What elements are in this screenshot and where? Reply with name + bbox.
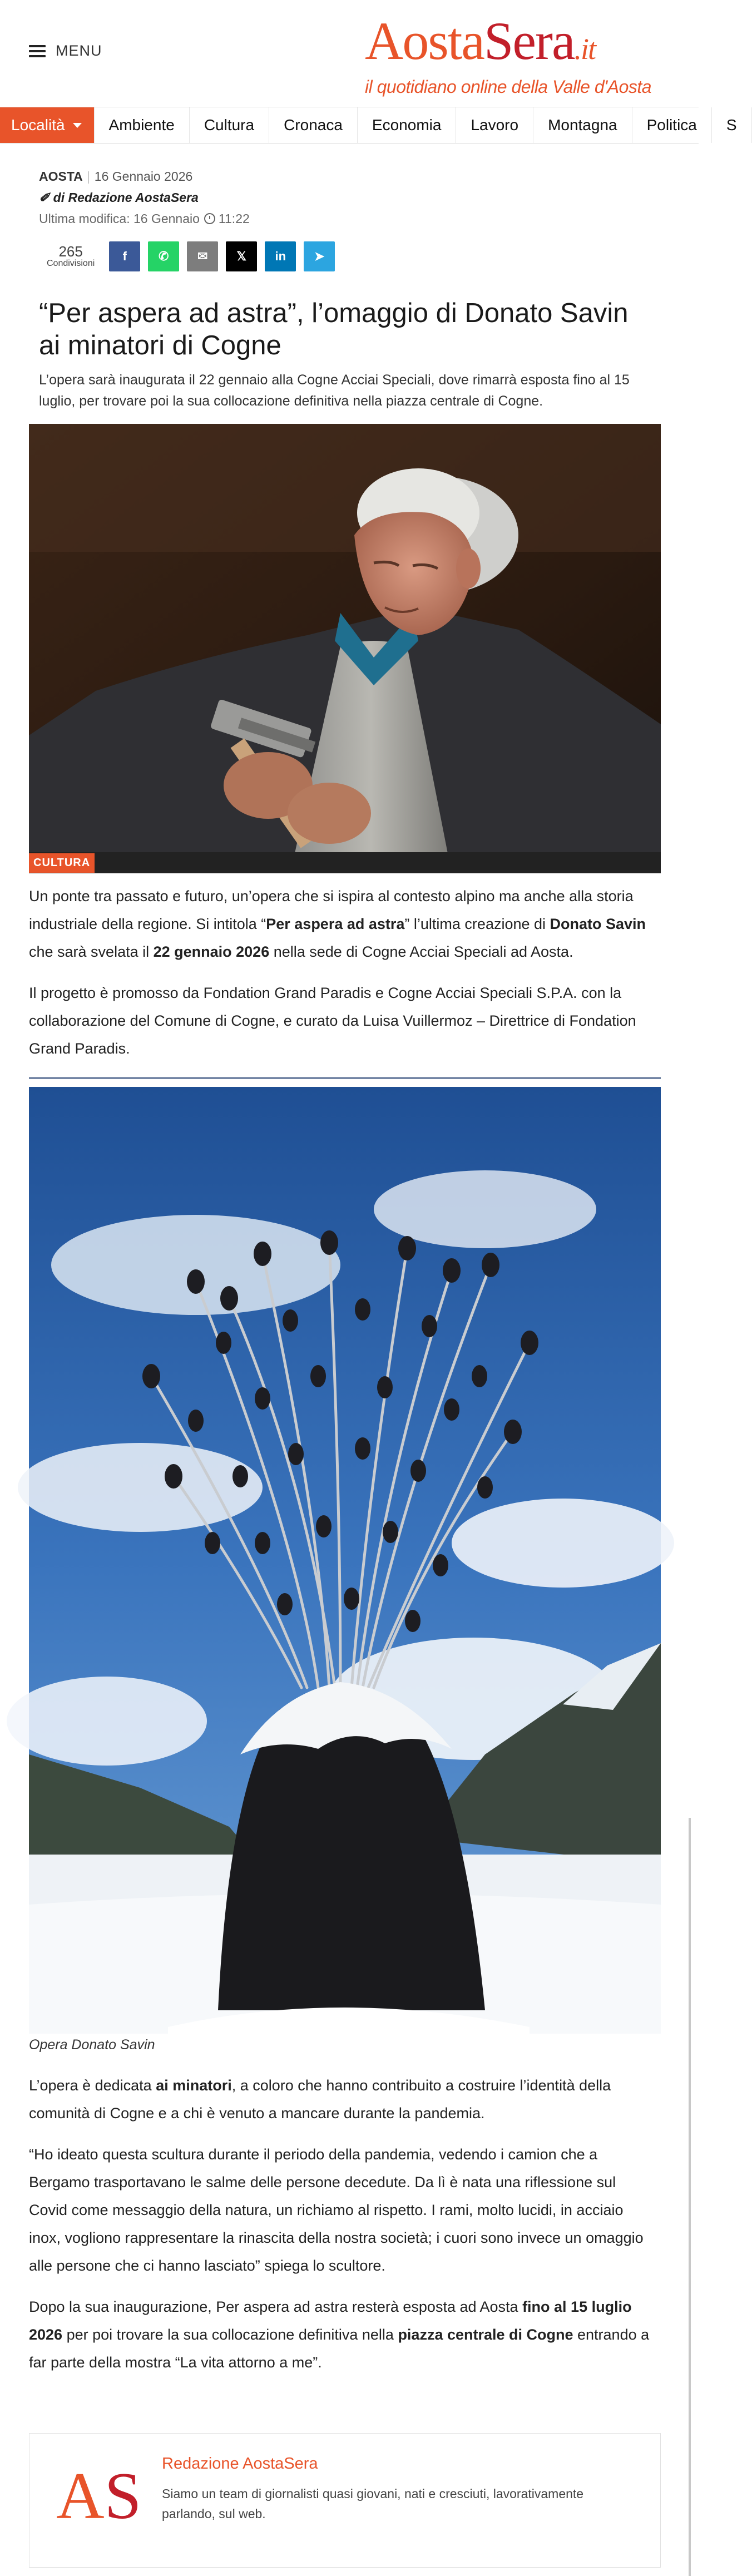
share-buttons [109, 241, 343, 271]
category-tag[interactable]: CULTURA [29, 853, 95, 873]
image-caption: Opera Donato Savin [29, 2037, 155, 2053]
author-label: di Redazione AostaSera [53, 190, 199, 205]
hamburger-icon [29, 45, 46, 57]
article-paragraph-3: L’opera è dedicata ai minatori, a coloro che hanno contribuito a costruire l’identità della comunità di Cogne e a chi è venuto a mancare durante la pandemia. [29, 2077, 611, 2122]
x-share-button[interactable] [226, 241, 257, 271]
share-counter [47, 244, 95, 269]
clock-icon [204, 213, 215, 224]
email-icon: ✉ [197, 249, 208, 263]
author-box [29, 2433, 661, 2568]
share-count-number: 265 [58, 243, 83, 260]
sculpture-photo [29, 1087, 661, 2034]
whatsapp-share-button[interactable] [148, 241, 179, 271]
article-paragraph-4: “Ho ideato questa scultura durante il periodo della pandemia, vedendo i camion che a Bergamo trasportavano le salme delle persone decedute. Da lì è nata una riflessione sul Covid come messaggio della natura, un richiamo al rispetto. I rami, molto lucidi, in acciaio inox, vogliono rappresentare la rinascita della nostra società; i cuori sono invece un omaggio alle persone che ci hanno lasciato” spiega lo scultore. [29, 2146, 644, 2274]
linkedin-icon: in [275, 249, 286, 263]
section-divider [29, 1077, 661, 1079]
x-icon: 𝕏 [236, 249, 247, 263]
article-subtitle: L’opera sarà inaugurata il 22 gennaio alla Cogne Acciai Speciali, dove rimarrà esposta fino al 15 luglio, per trovare poi la sua collocazione definitiva nella piazza centrale di Cogne. [39, 372, 630, 409]
telegram-share-button[interactable] [304, 241, 335, 271]
share-count-label: Condivisioni [47, 259, 95, 268]
article-title: “Per aspera ad astra”, l’omaggio di Donato Savin ai minatori di Cogne [39, 298, 629, 360]
author-name-link[interactable]: Redazione AostaSera [162, 2455, 318, 2473]
logo-aosta: Aosta [365, 11, 484, 71]
nav-item-lavoro[interactable]: Lavoro [456, 107, 533, 143]
nav-item-politica[interactable]: Politica [632, 107, 712, 143]
sculptor-photo [29, 424, 661, 873]
pencil-icon: ✐ [39, 190, 50, 205]
facebook-icon: f [122, 249, 127, 263]
category-nav [0, 107, 737, 144]
linkedin-share-button[interactable] [265, 241, 296, 271]
nav-item-cultura[interactable]: Cultura [190, 107, 269, 143]
logo-tagline: il quotidiano online della Valle d'Aosta [365, 77, 652, 97]
share-bar [47, 241, 343, 271]
nav-item-ambiente[interactable]: Ambiente [95, 107, 190, 143]
article-author[interactable] [39, 190, 199, 205]
logo-tld: .it [574, 32, 596, 66]
article-location[interactable]: AOSTA [39, 169, 83, 184]
modified-time: 11:22 [218, 211, 250, 226]
telegram-icon: ➤ [314, 249, 325, 263]
article-date: 16 Gennaio 2026 [94, 169, 193, 184]
menu-button[interactable] [29, 42, 102, 60]
logo-wordmark [365, 11, 676, 76]
chevron-down-icon [73, 123, 82, 128]
nav-label: Località [11, 116, 65, 134]
nav-item-more[interactable]: S [712, 107, 752, 143]
nav-item-cronaca[interactable]: Cronaca [269, 107, 358, 143]
menu-label: MENU [56, 42, 102, 59]
article-modified [39, 211, 250, 226]
nav-item-economia[interactable]: Economia [358, 107, 457, 143]
article-main-image[interactable] [29, 424, 661, 873]
site-logo[interactable] [365, 11, 676, 97]
nav-item-montagna[interactable]: Montagna [533, 107, 632, 143]
scrollbar[interactable] [689, 1818, 691, 2576]
facebook-share-button[interactable] [109, 241, 140, 271]
author-description: Siamo un team di giornalisti quasi giovani, nati e cresciuti, lavorativamente parlando, sul web. [162, 2486, 584, 2521]
nav-item-localita[interactable] [0, 107, 95, 143]
article-meta [39, 169, 192, 184]
article-paragraph-1: Un ponte tra passato e futuro, un’opera che si ispira al contesto alpino ma anche alla storia industriale della regione. Si intitola “Per aspera ad astra” l’ultima creazione di Donato Savin che sarà svelata il 22 gennaio 2026 nella sede di Cogne Acciai Speciali ad Aosta. [29, 888, 646, 960]
author-logo[interactable]: AS [56, 2459, 142, 2533]
site-header [0, 0, 699, 106]
email-share-button[interactable] [187, 241, 218, 271]
article-paragraph-5: Dopo la sua inaugurazione, Per aspera ad astra resterà esposta ad Aosta fino al 15 luglio 2026 per poi trovare la sua collocazione definitiva nella piazza centrale di Cogne entrando a far parte della mostra “La vita attorno a me”. [29, 2298, 650, 2371]
article-paragraph-2: Il progetto è promosso da Fondation Grand Paradis e Cogne Acciai Speciali S.P.A. con la collaborazione del Comune di Cogne, e curato da Luisa Vuillermoz – Direttrice di Fondation Grand Paradis. [29, 985, 636, 1057]
logo-sera: Sera [483, 11, 575, 71]
article-sculpture-image[interactable] [29, 1087, 661, 2034]
whatsapp-icon: ✆ [159, 249, 169, 263]
modified-label: Ultima modifica: 16 Gennaio [39, 211, 200, 226]
